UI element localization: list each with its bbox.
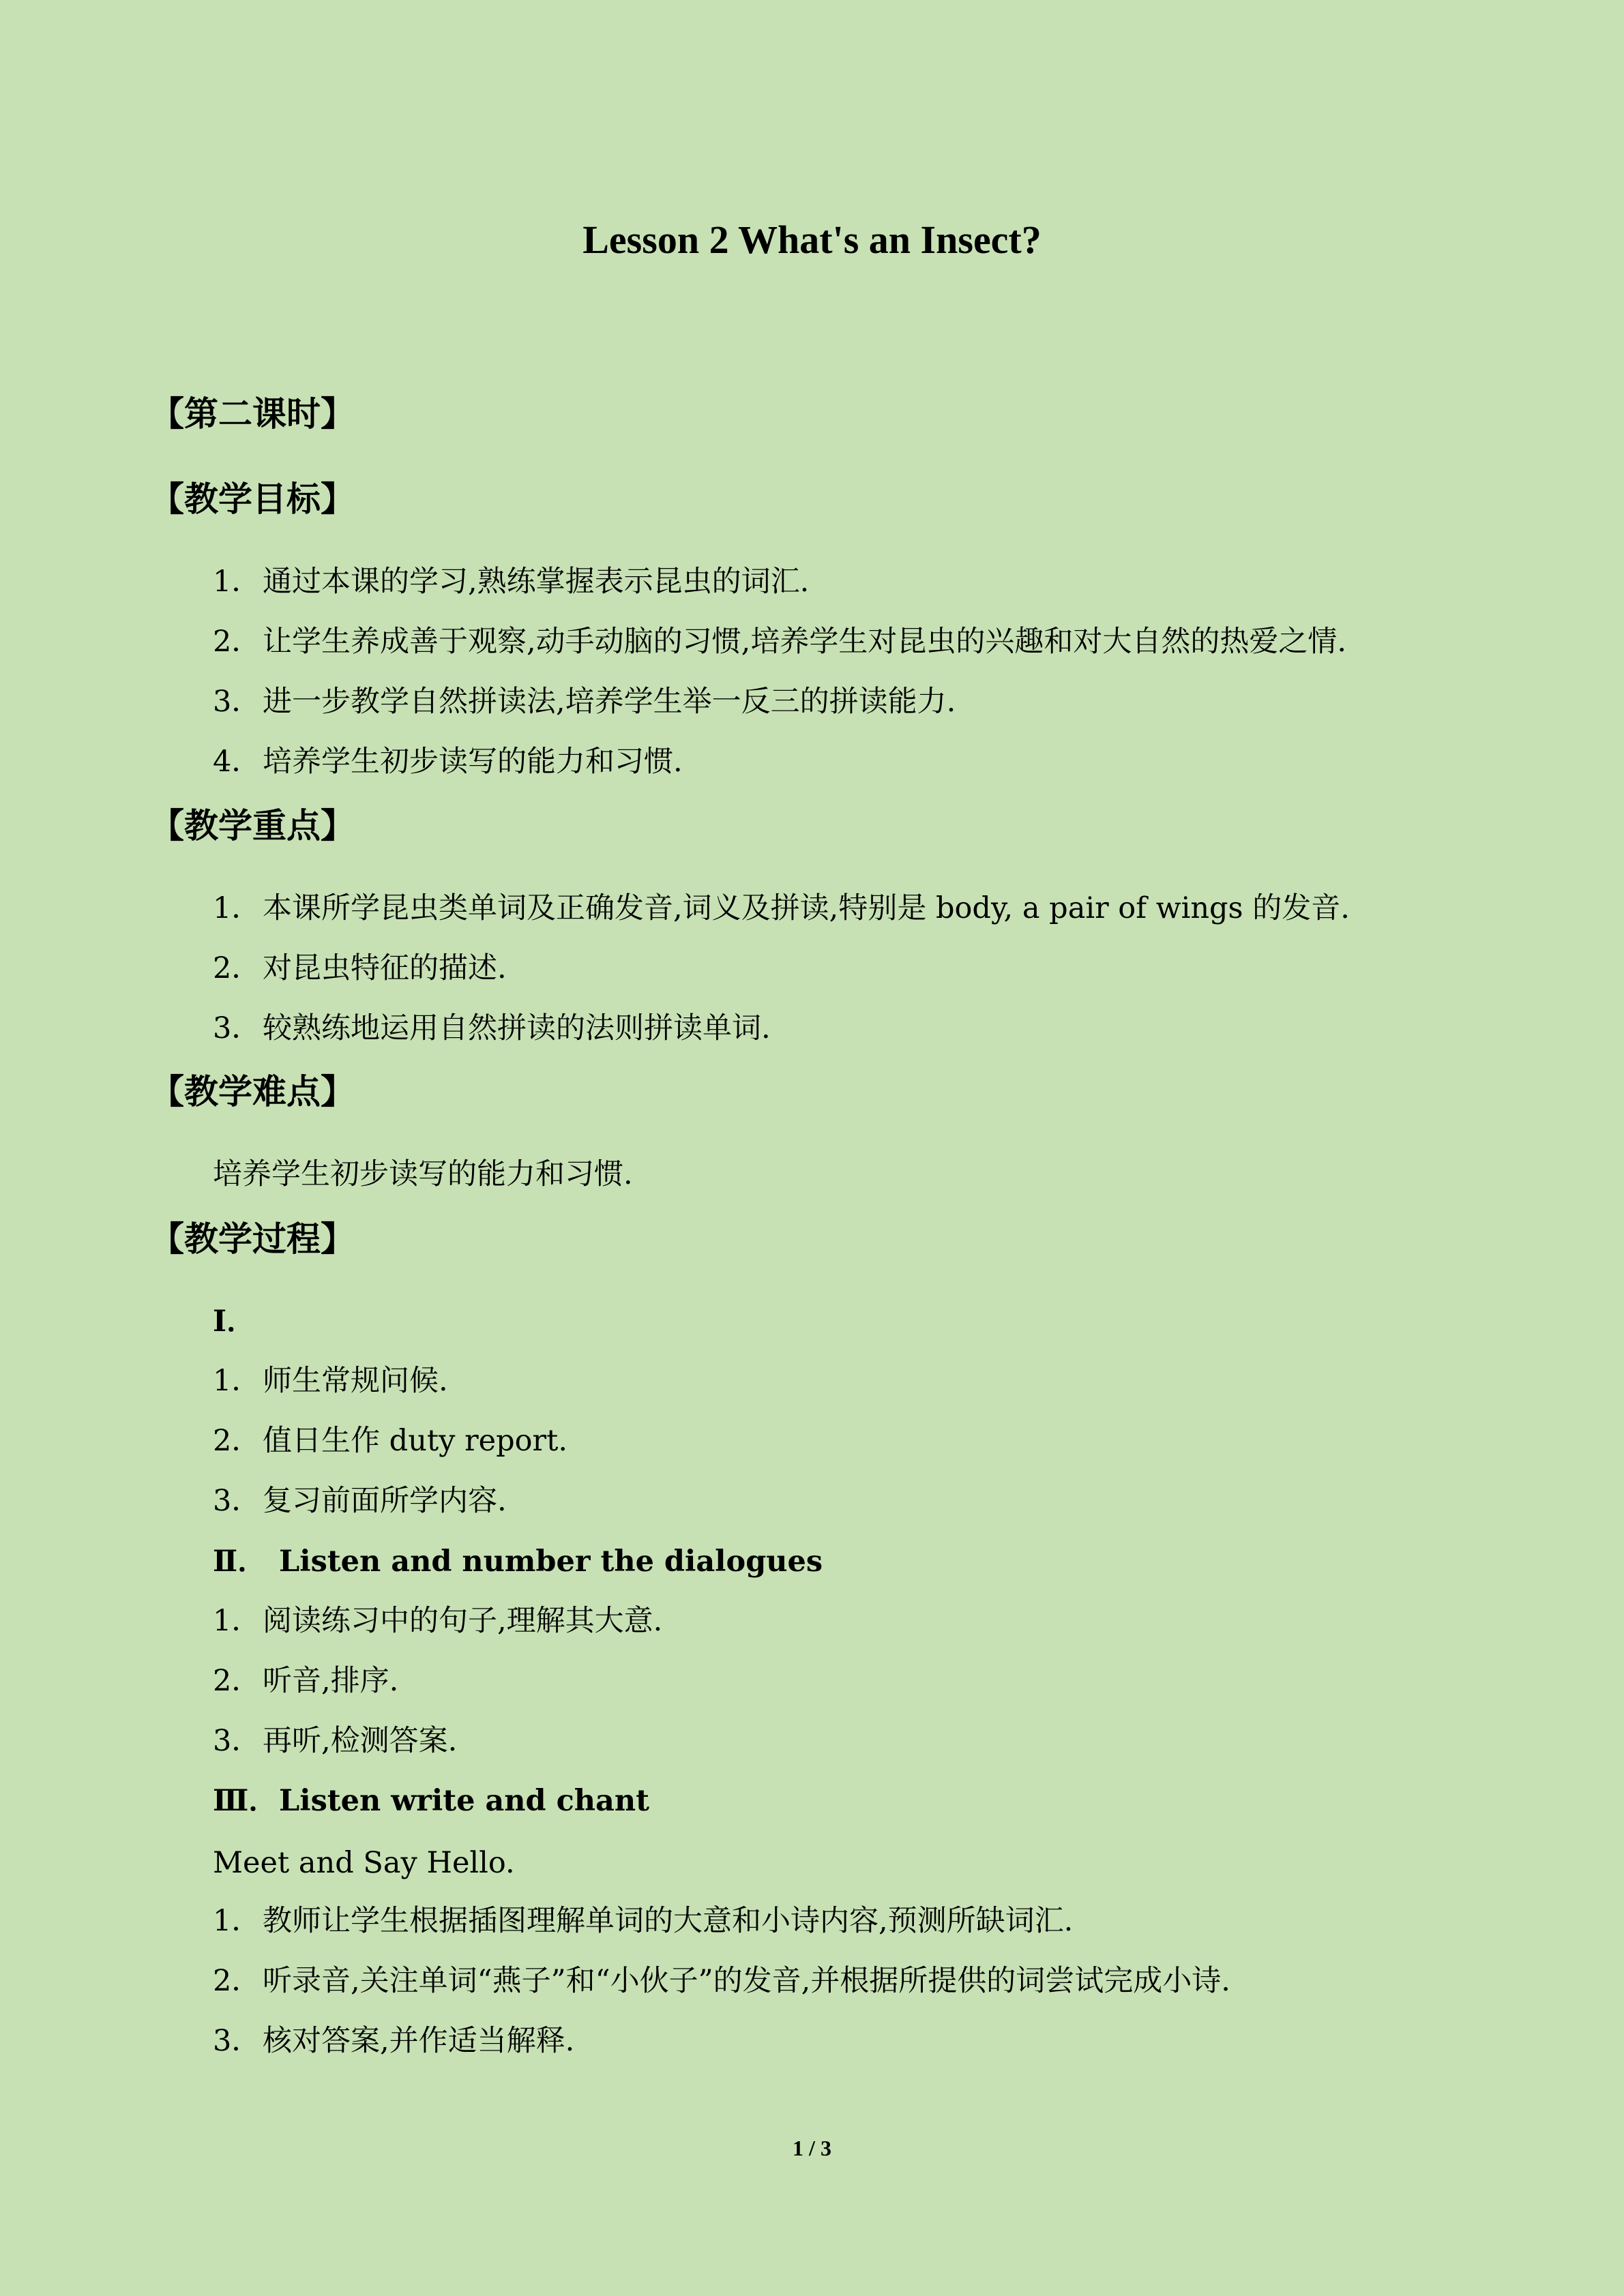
list-item [213,1600,662,1641]
list-item [213,621,1346,662]
item-text: 师生常规问候. [263,1364,448,1398]
step-2-heading [213,1541,823,1582]
heading-period: 【第二课时】 [150,394,355,434]
list-item [213,681,956,722]
heading-objectives: 【教学目标】 [150,479,355,519]
item-number: 2． [213,1424,261,1458]
item-text: 进一步教学自然拼读法,培养学生举一反三的拼读能力. [263,685,956,719]
list-item [213,888,1350,929]
step-3-intro: Meet and Say Hello. [213,1846,515,1880]
item-text: 对昆虫特征的描述. [263,951,507,985]
step-1-heading [213,1301,279,1342]
step-3-heading [213,1780,649,1821]
item-number: 4． [213,745,261,779]
heading-difficulties: 【教学难点】 [150,1072,355,1112]
list-item [213,1720,457,1761]
item-number: 3． [213,1011,261,1045]
item-number: 1． [213,1364,261,1398]
heading-process: 【教学过程】 [150,1219,355,1259]
item-text: 教师让学生根据插图理解单词的大意和小诗内容,预测所缺词汇. [263,1904,1074,1938]
item-text: 本课所学昆虫类单词及正确发音,词义及拼读,特别是 body, a pair of wings 的发音. [263,891,1350,925]
page-title: Lesson 2 What's an Insect? [582,218,1042,262]
item-text: 让学生养成善于观察,动手动脑的习惯,培养学生对昆虫的兴趣和对大自然的热爱之情. [263,625,1347,659]
item-number: 1． [213,1604,261,1638]
item-text: 再听,检测答案. [263,1724,458,1758]
item-text: 阅读练习中的句子,理解其大意. [263,1604,663,1638]
item-text: 较熟练地运用自然拼读的法则拼读单词. [263,1011,771,1045]
item-number: 2． [213,951,261,985]
step-2-title: Listen and number the dialogues [279,1545,823,1579]
page-number: 1 / 3 [793,2136,831,2160]
step-3-numeral: Ⅲ． [213,1784,278,1818]
list-item [213,1008,771,1049]
step-2-numeral: Ⅱ． [213,1545,267,1579]
item-number: 3． [213,2024,261,2058]
item-number: 3． [213,1484,261,1518]
item-text: 核对答案,并作适当解释. [263,2024,575,2058]
item-text: 复习前面所学内容. [263,1484,507,1518]
item-number: 1． [213,565,261,599]
list-item [213,1900,1073,1941]
item-text: 通过本课的学习,熟练掌握表示昆虫的词汇. [263,565,810,599]
item-number: 1． [213,891,261,925]
list-item [213,1480,507,1521]
item-text: 培养学生初步读写的能力和习惯. [263,745,683,779]
list-item [213,948,507,989]
list-item [213,561,809,602]
item-number: 2． [213,625,261,659]
step-1-numeral: Ⅰ． [213,1304,256,1339]
item-number: 3． [213,1724,261,1758]
list-item [213,1660,398,1701]
list-item [213,2021,574,2061]
item-number: 3． [213,685,261,719]
item-text: 值日生作 duty report. [263,1424,568,1458]
item-number: 1． [213,1904,261,1938]
difficulties-text: 培养学生初步读写的能力和习惯. [213,1157,633,1191]
item-number: 2． [213,1664,261,1698]
heading-key-points: 【教学重点】 [150,806,355,846]
step-3-title: Listen write and chant [279,1784,650,1818]
list-item [213,1360,448,1401]
item-number: 2． [213,1964,261,1998]
list-item [213,741,683,782]
list-item [213,1960,1230,2001]
item-text: 听音,排序. [263,1664,399,1698]
list-item [213,1420,567,1461]
item-text: 听录音,关注单词“燕子”和“小伙子”的发音,并根据所提供的词尝试完成小诗. [263,1964,1230,1998]
